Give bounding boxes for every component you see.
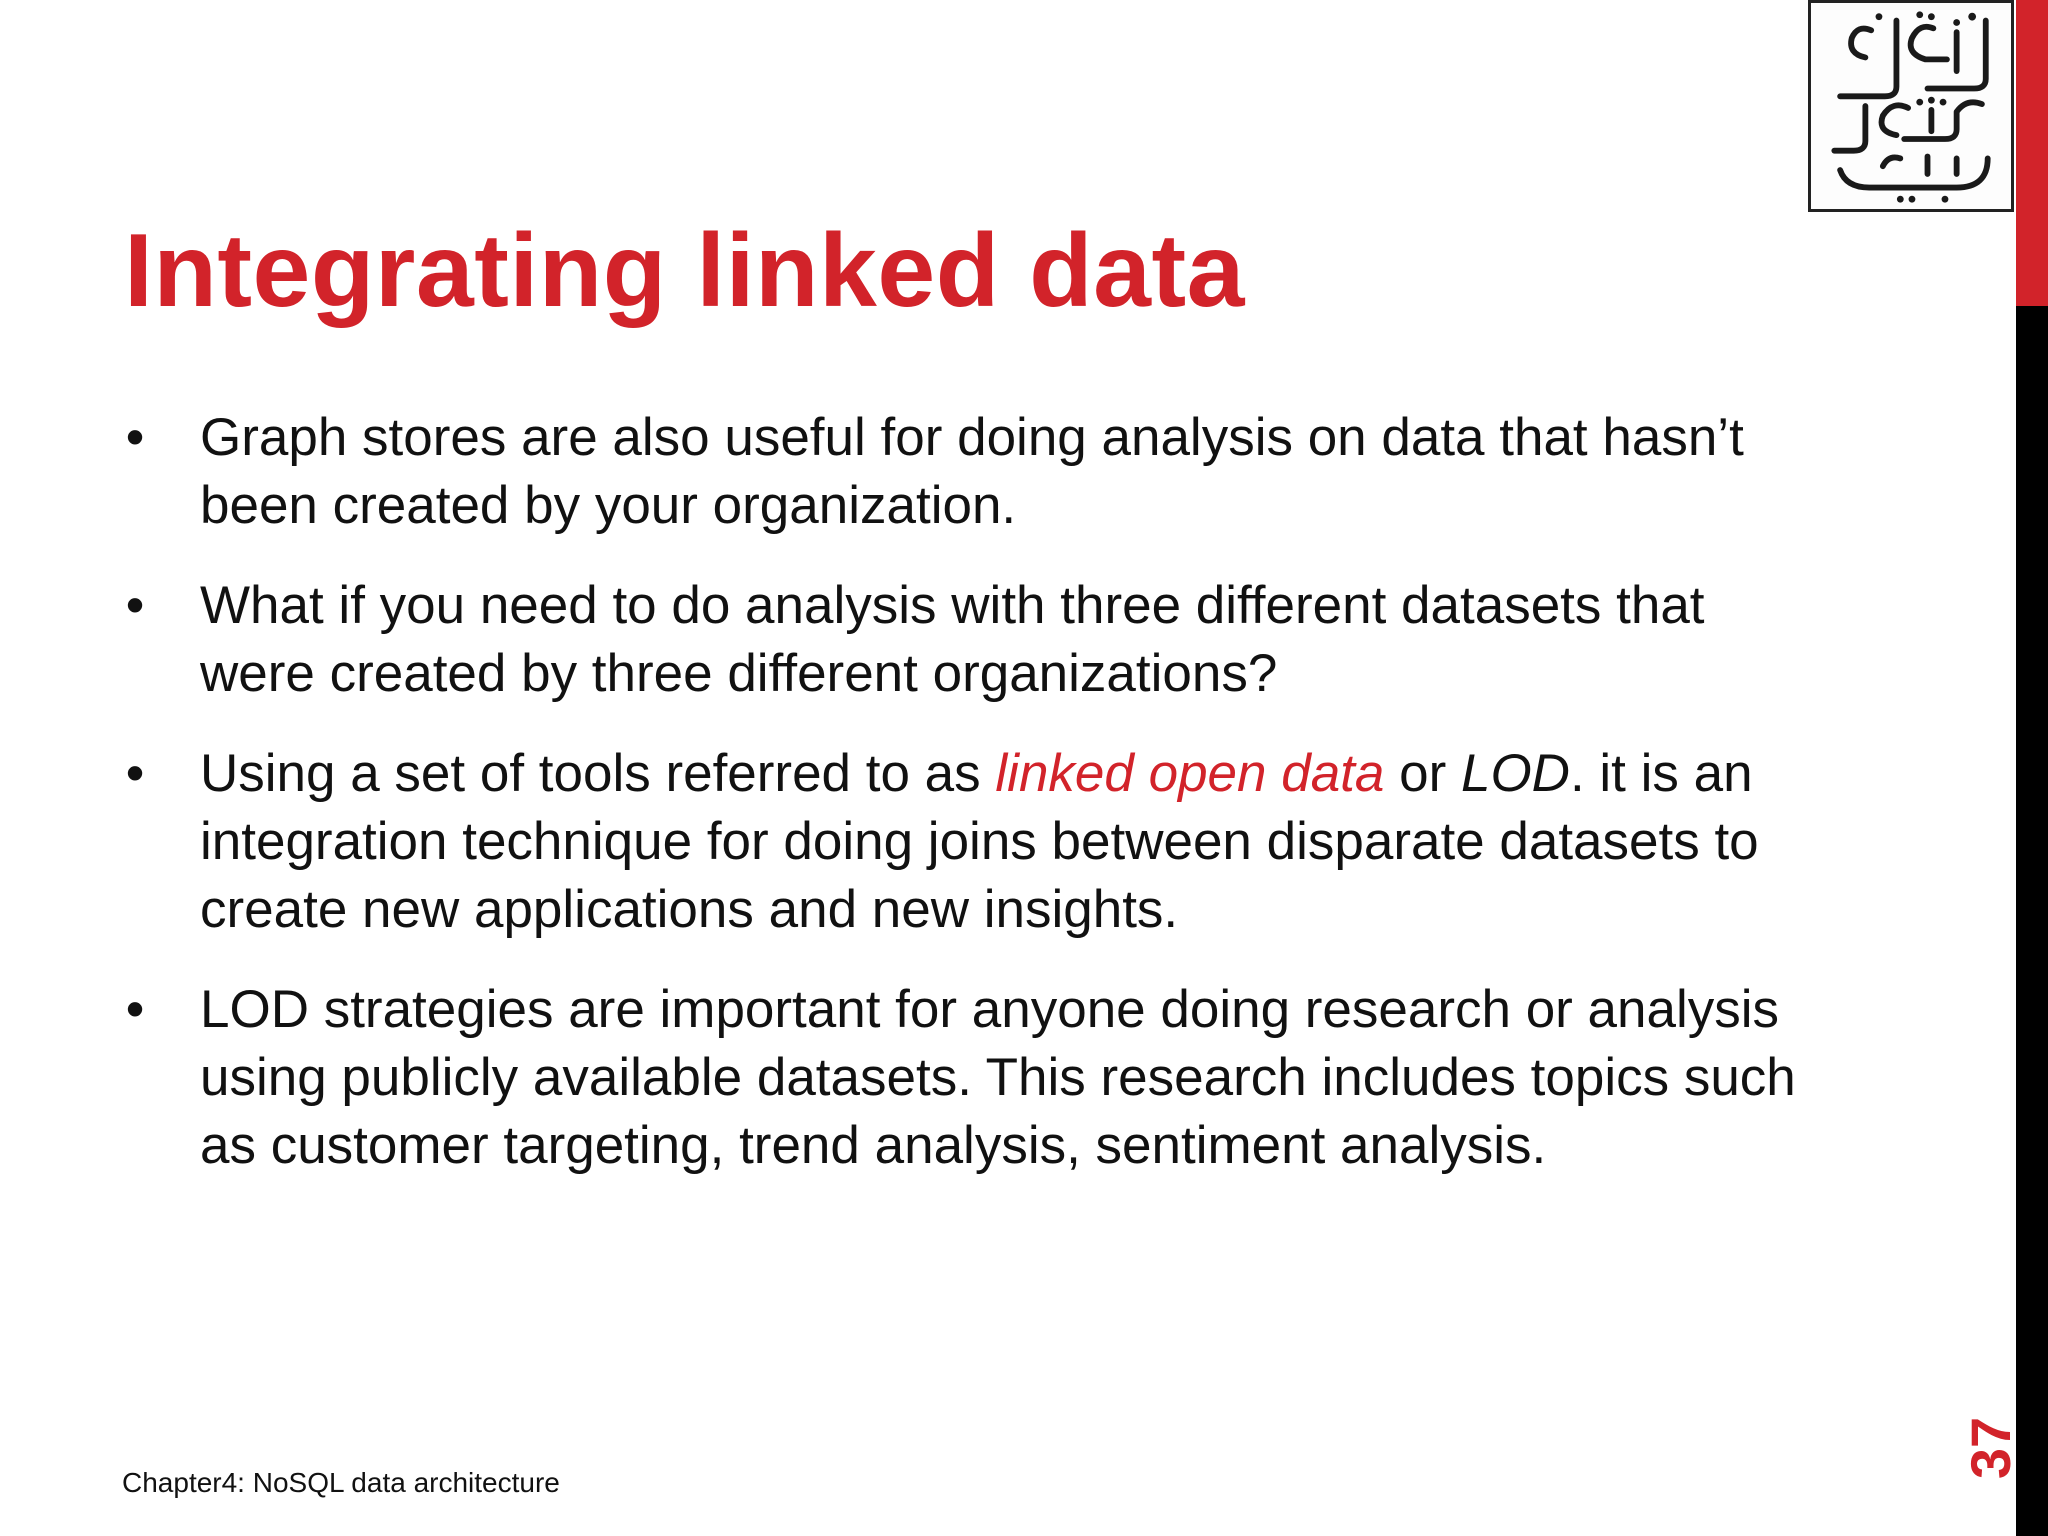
bullet-text-prefix: Using a set of tools referred to as [200,744,996,803]
slide-footer: Chapter4: NoSQL data architecture [122,1467,560,1498]
side-bar-accent-black [2016,306,2048,1536]
bullet-list [120,404,1810,1212]
bullet-item [120,404,1810,540]
slide-title: Integrating linked data [124,213,1245,329]
bullet-icon: • [125,408,145,467]
bullet-icon: • [125,576,145,635]
bullet-text: LOD strategies are important for anyone doing research or analysis using publicly available datasets. This research includes topics such as customer targeting, trend analysis, sentiment analysis. [200,980,1796,1175]
bullet-text-suffix: . it is an integration technique for doing joins between disparate datasets to create new applications and new insights. [200,744,1759,939]
page-number: 37 [1958,1416,2022,1480]
linked-open-data-highlight: linked open data [995,744,1385,803]
bullet-icon: • [125,980,145,1039]
bullet-icon: • [125,744,145,803]
bullet-text: What if you need to do analysis with three different datasets that were created by three different organizations? [200,576,1705,703]
university-logo [1808,0,2014,212]
side-bar-accent-red [2016,0,2048,306]
bullet-item [120,740,1810,944]
bullet-item [120,976,1810,1180]
bullet-text-middle: or [1384,744,1461,803]
lod-emphasis: LOD [1460,744,1570,803]
bullet-text: Graph stores are also useful for doing analysis on data that hasn’t been created by your organization. [200,408,1744,535]
university-logo-calligraphy-icon [1811,3,2011,209]
bullet-item [120,572,1810,708]
